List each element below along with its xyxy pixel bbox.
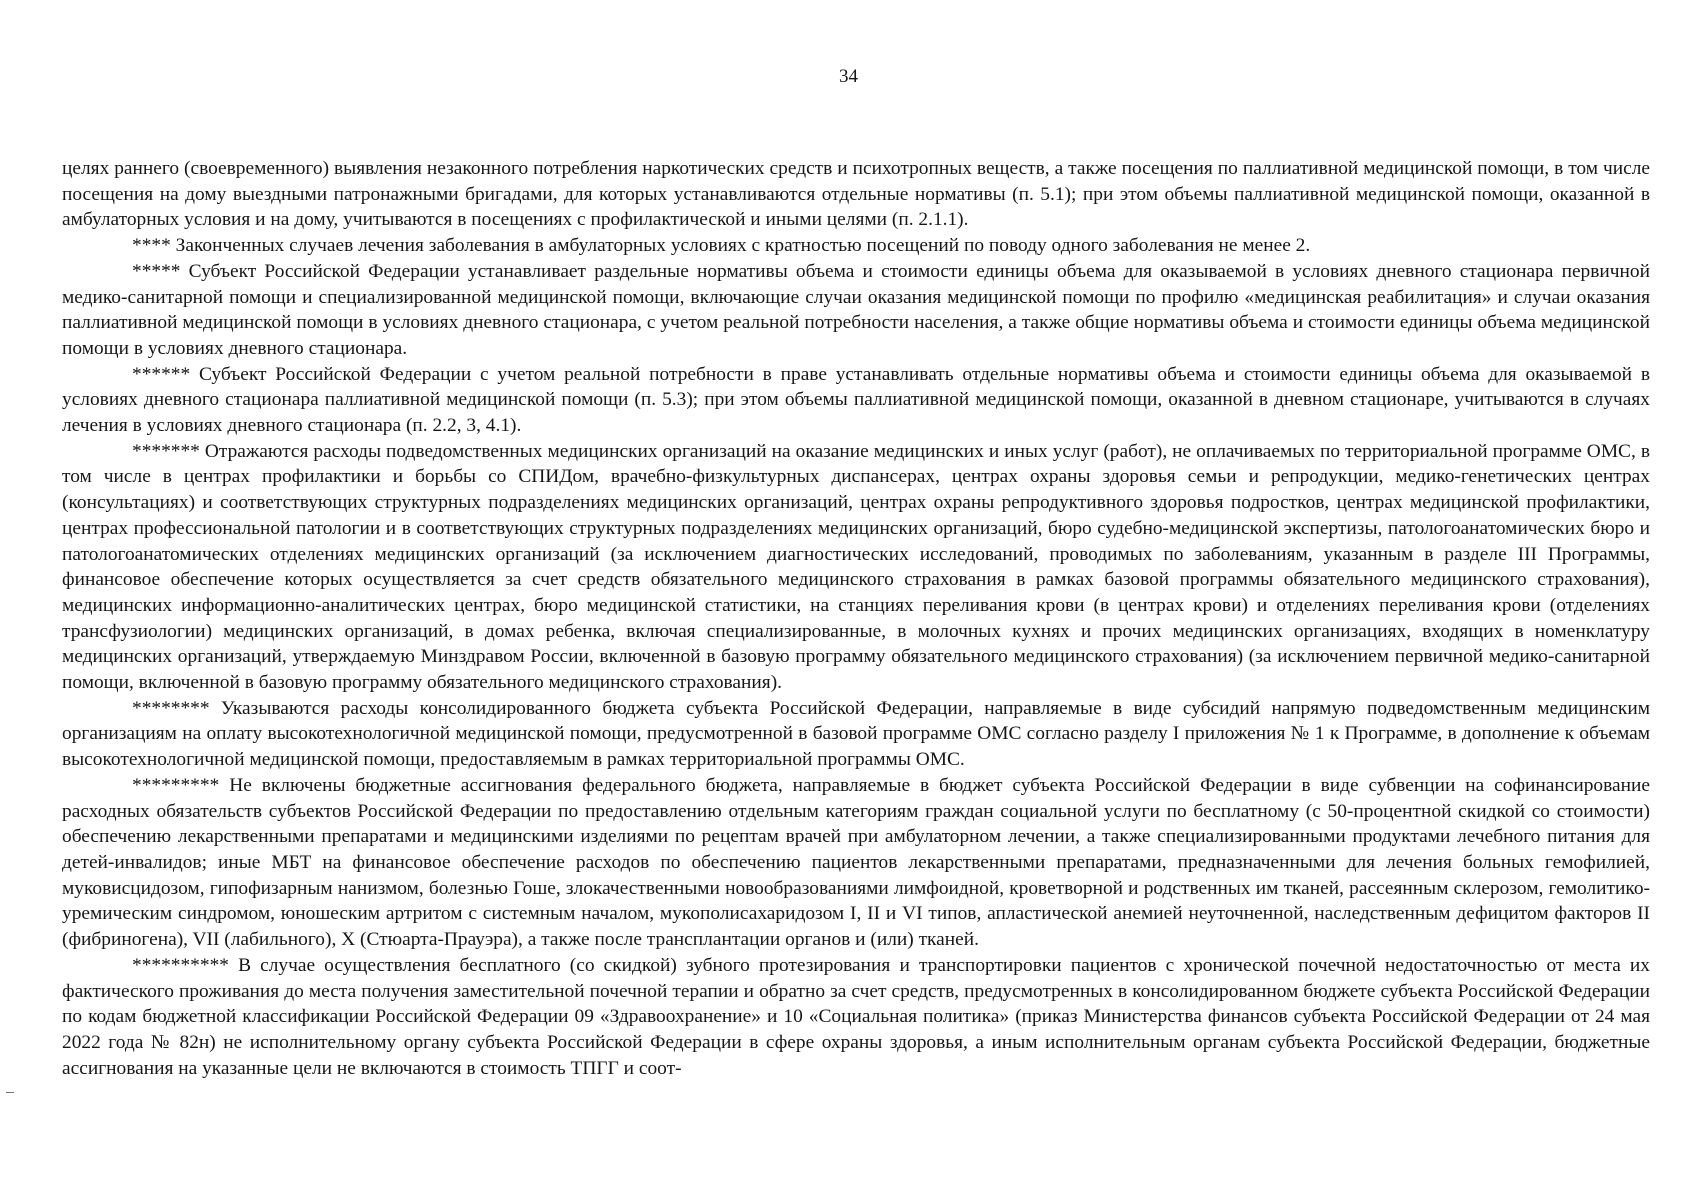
footnote-marker: ***** [132, 260, 181, 282]
footnote-text: Субъект Российской Федерации устанавливает раздельные нормативы объема и стоимости единицы объема для оказываемой в условиях дневного стационара первичной медико-санитарной помощи и специализированной медицинской помощи, включающие случаи оказания медицинской помощи по профилю «медицинская реабилитация» и случаи оказания паллиативной медицинской помощи в условиях дневного стационара, с учетом реальной потребности населения, а также общие нормативы объема и стоимости единицы объема медицинской помощи в условиях дневного стационара. [62, 260, 1650, 359]
scan-margin-mark [6, 1092, 14, 1093]
footnote-text: Не включены бюджетные ассигнования федерального бюджета, направляемые в бюджет субъекта Российской Федерации в виде субвенции на софинансирование расходных обязательств субъектов Российской Федерации по предоставлению отдельным категориям граждан социальной услуги по бесплатному (с 50-процентной скидкой со стоимости) обеспечению лекарственными препаратами и медицинскими изделиями по рецептам врачей при амбулаторном лечении, а также специализированными продуктами лечебного питания для детей-инвалидов; иные МБТ на финансовое обеспечение расходов по обеспечению пациентов лекарственными препаратами, предназначенными для лечения больных гемофилией, муковисцидозом, гипофизарным нанизмом, болезнью Гоше, злокачественными новообразованиями лимфоидной, кроветворной и родственных им тканей, рассеянным склерозом, гемолитико-уремическим синдромом, юношеским артритом с системным началом, мукополисахаридозом I, II и VI типов, апластической анемией неуточненной, наследственным дефицитом факторов II (фибриногена), VII (лабильного), X (Стюарта-Прауэра), а также после трансплантации органов и (или) тканей. [62, 774, 1650, 951]
footnote-marker: ********** [132, 954, 229, 976]
page-number: 34 [839, 66, 858, 87]
footnote-text: Законченных случаев лечения заболевания в амбулаторных условиях с кратностью посещений по поводу одного заболевания не менее 2. [175, 235, 1311, 257]
footnote-text: Отражаются расходы подведомственных медицинских организаций на оказание медицинских и иных услуг (работ), не оплачиваемых по территориальной программе ОМС, в том числе в центрах профилактики и борьбы со СПИДом, врачебно-физкультурных диспансерах, центрах охраны здоровья семьи и репродукции, медико-генетических центрах (консультациях) и соответствующих структурных подразделениях медицинских организаций, центрах охраны репродуктивного здоровья подростков, центрах медицинской профилактики, центрах профессиональной патологии и в соответствующих структурных подразделениях медицинских организаций, бюро судебно-медицинской экспертизы, патологоанатомических бюро и патологоанатомических отделениях медицинских организаций (за исключением диагностических исследований, проводимых по заболеваниям, указанным в разделе III Программы, финансовое обеспечение которых осуществляется за счет средств обязательного медицинского страхования в рамках базовой программы обязательного медицинского страхования), медицинских информационно-аналитических центрах, бюро медицинской статистики, на станциях переливания крови (в центрах крови) и отделениях переливания крови (отделениях трансфузиологии) медицинских организаций, в домах ребенка, включая специализированные, в молочных кухнях и прочих медицинских организациях, входящих в номенклатуру медицинских организаций, утверждаемую Минздравом России, включенной в базовую программу обязательного медицинского страхования) (за исключением первичной медико-санитарной помощи, включенной в базовую программу обязательного медицинского страхования). [62, 440, 1650, 694]
footnote-9 [62, 773, 1650, 953]
footnote-4 [62, 233, 1650, 259]
footnote-text: В случае осуществления бесплатного (со скидкой) зубного протезирования и транспортировки пациентов с хронической почечной недостаточностью от места их фактического проживания до места получения заместительной почечной терапии и обратно за счет средств, предусмотренных в консолидированном бюджете субъекта Российской Федерации по кодам бюджетной классификации Российской Федерации 09 «Здравоохранение» и 10 «Социальная политика» (приказ Министерства финансов субъекта Российской Федерации от 24 мая 2022 года № 82н) не исполнительному органу субъекта Российской Федерации в сфере охраны здоровья, а иным исполнительным органам субъекта Российской Федерации, бюджетные ассигнования на указанные цели не включаются в стоимость ТПГГ и соот- [62, 954, 1650, 1079]
footnote-6 [62, 362, 1650, 439]
footnote-8 [62, 696, 1650, 773]
paragraph-continuation [62, 156, 1650, 233]
document-body [62, 156, 1650, 1081]
footnote-5 [62, 259, 1650, 362]
footnote-marker: ******* [132, 440, 200, 462]
paragraph-text: целях раннего (своевременного) выявления незаконного потребления наркотических средств и психотропных веществ, а также посещения по паллиативной медицинской помощи, в том числе посещения на дому выездными патронажными бригадами, для которых устанавливаются отдельные нормативы (п. 5.1); при этом объемы паллиативной медицинской помощи, оказанной в амбулаторных условия и на дому, учитываются в посещениях с профилактической и иными целями (п. 2.1.1). [62, 158, 1650, 231]
footnote-marker: ********* [132, 774, 220, 796]
footnote-text: Субъект Российской Федерации с учетом реальной потребности в праве устанавливать отдельные нормативы объема и стоимости единицы объема для оказываемой в условиях дневного стационара паллиативной медицинской помощи (п. 5.3); при этом объемы паллиативной медицинской помощи, оказанной в дневном стационаре, учитываются в случаях лечения в условиях дневного стационара (п. 2.2, 3, 4.1). [62, 363, 1650, 437]
footnote-marker: ****** [132, 363, 191, 385]
footnote-10 [62, 953, 1650, 1082]
footnote-text: Указываются расходы консолидированного бюджета субъекта Российской Федерации, направляемые в виде субсидий напрямую подведомственным медицинским организациям на оплату высокотехнологичной медицинской помощи, предусмотренной в базовой программе ОМС согласно разделу I приложения № 1 к Программе, в дополнение к объемам высокотехнологичной медицинской помощи, предоставляемым в рамках территориальной программы ОМС. [62, 697, 1650, 771]
footnote-7 [62, 439, 1650, 696]
footnote-marker: ******** [132, 697, 210, 719]
footnote-marker: **** [132, 235, 171, 257]
